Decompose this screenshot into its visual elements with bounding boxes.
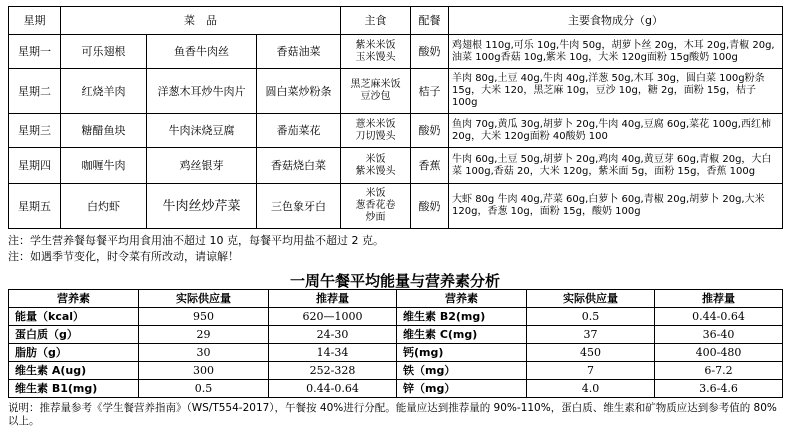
actual-value: 30 <box>139 344 269 362</box>
recommended-value: 36-40 <box>655 326 783 344</box>
note-seasonal: 注：如遇季节变化，时令菜有所改动，请谅解！ <box>8 250 239 263</box>
ingredients-cell: 牛肉 60g,土豆 50g,胡萝卜 20g,鸡肉 40g,黄豆芽 60g,青椒 20g，大白菜 100g,香菇 20，大米 120g，紫米面 5g，面粉 15g，香蕉 100g <box>449 148 783 184</box>
menu-row-fri <box>9 184 783 229</box>
menu-row-wed <box>9 114 783 148</box>
note-oil-salt: 注：学生营养餐每餐平均用食用油不超过 10 克，每餐平均用盐不超过 2 克。 <box>8 234 384 247</box>
menu-row-tue <box>9 69 783 114</box>
recommended-value: 252-328 <box>269 362 397 380</box>
dish-cell: 牛肉丝炒芹菜 <box>147 184 257 229</box>
nutrition-row <box>9 380 783 398</box>
recommended-value: 400-480 <box>655 344 783 362</box>
recommended-value: 0.44-0.64 <box>269 380 397 398</box>
nutrient-name: 钙(mg) <box>397 344 527 362</box>
nutrition-table <box>8 289 783 398</box>
staple-cell: 黑芝麻米饭 豆沙包 <box>341 69 411 114</box>
dish-cell: 糖醋鱼块 <box>61 114 147 148</box>
explanation-note: 说明：推荐量参考《学生餐营养指南》（WS/T554-2017），午餐按 40%进行分配。能量应达到推荐量的 90%-110%，蛋白质、维生素和矿物质应达到参考值的 80%以上。 <box>8 402 777 427</box>
nutrient-name: 蛋白质（g） <box>9 326 139 344</box>
nutrient-name: 能量（kcal） <box>9 308 139 326</box>
staple-cell: 米饭 葱香花卷 炒面 <box>341 184 411 229</box>
recommended-value: 6-7.2 <box>655 362 783 380</box>
dish-cell: 圆白菜炒粉条 <box>257 69 341 114</box>
weekly-menu-table <box>8 6 783 229</box>
recommended-value: 3.6-4.6 <box>655 380 783 398</box>
analysis-title: 一周午餐平均能量与营养素分析 <box>289 272 500 290</box>
recommended-value: 24-30 <box>269 326 397 344</box>
recommended-value: 0.44-0.64 <box>655 308 783 326</box>
dish-cell: 可乐翅根 <box>61 35 147 69</box>
side-cell: 酸奶 <box>411 35 449 69</box>
nutrient-name: 维生素 B2(mg) <box>397 308 527 326</box>
ingredients-cell: 鸡翅根 110g,可乐 10g,牛肉 50g，胡萝卜丝 20g，木耳 20g,青椒 20g,油菜 100g香菇 10g,紫米 10g，大米 120g面粉 15g酸奶 100g <box>449 35 783 69</box>
nutrient-name: 铁（mg） <box>397 362 527 380</box>
actual-value: 0.5 <box>527 308 655 326</box>
staple-cell: 紫米米饭 玉米馒头 <box>341 35 411 69</box>
day-cell: 星期四 <box>9 148 61 184</box>
header-recommended: 推荐量 <box>269 290 397 308</box>
header-ingredients: 主要食物成分（g） <box>449 7 783 35</box>
dish-cell: 红烧羊肉 <box>61 69 147 114</box>
header-nutrient: 营养素 <box>397 290 527 308</box>
dish-cell: 咖喱牛肉 <box>61 148 147 184</box>
dish-cell: 牛肉沫烧豆腐 <box>147 114 257 148</box>
dish-cell: 鸡丝银芽 <box>147 148 257 184</box>
header-actual: 实际供应量 <box>527 290 655 308</box>
side-cell: 香蕉 <box>411 148 449 184</box>
side-cell: 酸奶 <box>411 114 449 148</box>
nutrient-name: 维生素 A(ug) <box>9 362 139 380</box>
side-cell: 桔子 <box>411 69 449 114</box>
recommended-value: 620—1000 <box>269 308 397 326</box>
nutrient-name: 锌（mg） <box>397 380 527 398</box>
actual-value: 950 <box>139 308 269 326</box>
actual-value: 37 <box>527 326 655 344</box>
nutrition-row <box>9 326 783 344</box>
nutrient-name: 维生素 B1(mg) <box>9 380 139 398</box>
actual-value: 29 <box>139 326 269 344</box>
nutrient-name: 维生素 C(mg) <box>397 326 527 344</box>
header-day: 星期 <box>9 7 61 35</box>
recommended-value: 14-34 <box>269 344 397 362</box>
ingredients-cell: 鱼肉 70g,黄瓜 30g,胡萝卜 20g,牛肉 40g,豆腐 60g,菜花 100g,西红柿 20g，大米 120g面粉 40酸奶 100 <box>449 114 783 148</box>
dish-cell: 香菇烧白菜 <box>257 148 341 184</box>
menu-header-row <box>9 7 783 35</box>
staple-cell: 米饭 紫米馒头 <box>341 148 411 184</box>
dish-cell: 鱼香牛肉丝 <box>147 35 257 69</box>
side-cell: 酸奶 <box>411 184 449 229</box>
header-actual: 实际供应量 <box>139 290 269 308</box>
nutrition-header-row <box>9 290 783 308</box>
staple-cell: 薏米米饭 刀切馒头 <box>341 114 411 148</box>
header-staple: 主食 <box>341 7 411 35</box>
day-cell: 星期一 <box>9 35 61 69</box>
dish-cell: 洋葱木耳炒牛肉片 <box>147 69 257 114</box>
nutrition-row <box>9 362 783 380</box>
actual-value: 0.5 <box>139 380 269 398</box>
menu-row-thu <box>9 148 783 184</box>
actual-value: 4.0 <box>527 380 655 398</box>
dish-cell: 番茄菜花 <box>257 114 341 148</box>
ingredients-cell: 大虾 80g 牛肉 40g,芹菜 60g,白萝卜 60g,青椒 20g,胡萝卜 20g,大米 120g，香葱 10g，面粉 15g，酸奶 100g <box>449 184 783 229</box>
actual-value: 450 <box>527 344 655 362</box>
actual-value: 7 <box>527 362 655 380</box>
header-side: 配餐 <box>411 7 449 35</box>
dish-cell: 三色象牙白 <box>257 184 341 229</box>
dish-cell: 香菇油菜 <box>257 35 341 69</box>
day-cell: 星期五 <box>9 184 61 229</box>
header-nutrient: 营养素 <box>9 290 139 308</box>
actual-value: 300 <box>139 362 269 380</box>
header-recommended: 推荐量 <box>655 290 783 308</box>
menu-row-mon <box>9 35 783 69</box>
nutrition-row <box>9 344 783 362</box>
ingredients-cell: 羊肉 80g,土豆 40g,牛肉 40g,洋葱 50g,木耳 30g，圆白菜 100g粉条 15g，大米 120，黑芝麻 10g，豆沙 10g，糖 2g，面粉 15g，桔子 100g <box>449 69 783 114</box>
header-dishes: 菜 品 <box>61 7 341 35</box>
nutrient-name: 脂肪（g） <box>9 344 139 362</box>
dish-cell: 白灼虾 <box>61 184 147 229</box>
day-cell: 星期二 <box>9 69 61 114</box>
day-cell: 星期三 <box>9 114 61 148</box>
nutrition-row <box>9 308 783 326</box>
